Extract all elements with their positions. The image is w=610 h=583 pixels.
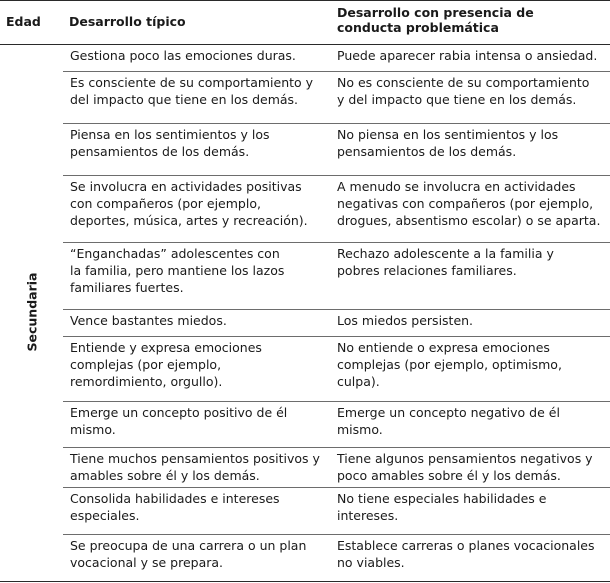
row-separator [63, 309, 610, 310]
cell-typical: Se preocupa de una carrera o un plan vocacional y se prepara. [70, 538, 307, 570]
header-age: Edad [6, 14, 41, 29]
table-header [0, 0, 610, 44]
row-separator [63, 242, 610, 243]
row-separator [63, 401, 610, 402]
cell-typical: Vence bastantes miedos. [70, 313, 227, 328]
cell-problem: Puede aparecer rabia intensa o ansiedad. [337, 48, 598, 63]
header-problem: Desarrollo con presencia de conducta problemática [337, 5, 534, 35]
cell-typical: Se involucra en actividades positivas con compañeros (por ejemplo, deportes, música, artes y recreación). [70, 179, 308, 228]
cell-problem: No entiende o expresa emociones complejas (por ejemplo, optimismo, culpa). [337, 340, 562, 389]
cell-typical: Consolida habilidades e intereses especiales. [70, 491, 280, 523]
header-typical: Desarrollo típico [69, 14, 186, 29]
cell-problem: Tiene algunos pensamientos negativos y poco amables sobre él y los demás. [337, 451, 593, 483]
header-rule [0, 44, 610, 45]
age-group-label: Secundaria [24, 272, 40, 352]
row-separator [63, 487, 610, 488]
cell-problem: A menudo se involucra en actividades negativas con compañeros (por ejemplo, drogues, absentismo escolar) o se aparta. [337, 179, 601, 228]
row-separator [63, 123, 610, 124]
row-separator [63, 175, 610, 176]
cell-typical: Piensa en los sentimientos y los pensamientos de los demás. [70, 127, 270, 159]
cell-problem: Emerge un concepto negativo de él mismo. [337, 405, 560, 437]
cell-typical: “Enganchadas” adolescentes con la familia, pero mantiene los lazos familiares fuertes. [70, 246, 285, 295]
cell-problem: No es consciente de su comportamiento y del impacto que tiene en los demás. [337, 75, 590, 107]
cell-problem: Establece carreras o planes vocacionales no viables. [337, 538, 595, 570]
cell-typical: Gestiona poco las emociones duras. [70, 48, 296, 63]
cell-problem: Rechazo adolescente a la familia y pobres relaciones familiares. [337, 246, 554, 278]
row-separator [63, 447, 610, 448]
table-bottom-rule [0, 581, 610, 582]
cell-problem: Los miedos persisten. [337, 313, 474, 328]
row-separator [63, 336, 610, 337]
cell-problem: No piensa en los sentimientos y los pensamientos de los demás. [337, 127, 559, 159]
cell-problem: No tiene especiales habilidades e intereses. [337, 491, 547, 523]
cell-typical: Emerge un concepto positivo de él mismo. [70, 405, 288, 437]
row-separator [63, 71, 610, 72]
row-separator [63, 534, 610, 535]
cell-typical: Tiene muchos pensamientos positivos y amables sobre él y los demás. [70, 451, 320, 483]
cell-typical: Entiende y expresa emociones complejas (por ejemplo, remordimiento, orgullo). [70, 340, 262, 389]
cell-typical: Es consciente de su comportamiento y del impacto que tiene en los demás. [70, 75, 314, 107]
